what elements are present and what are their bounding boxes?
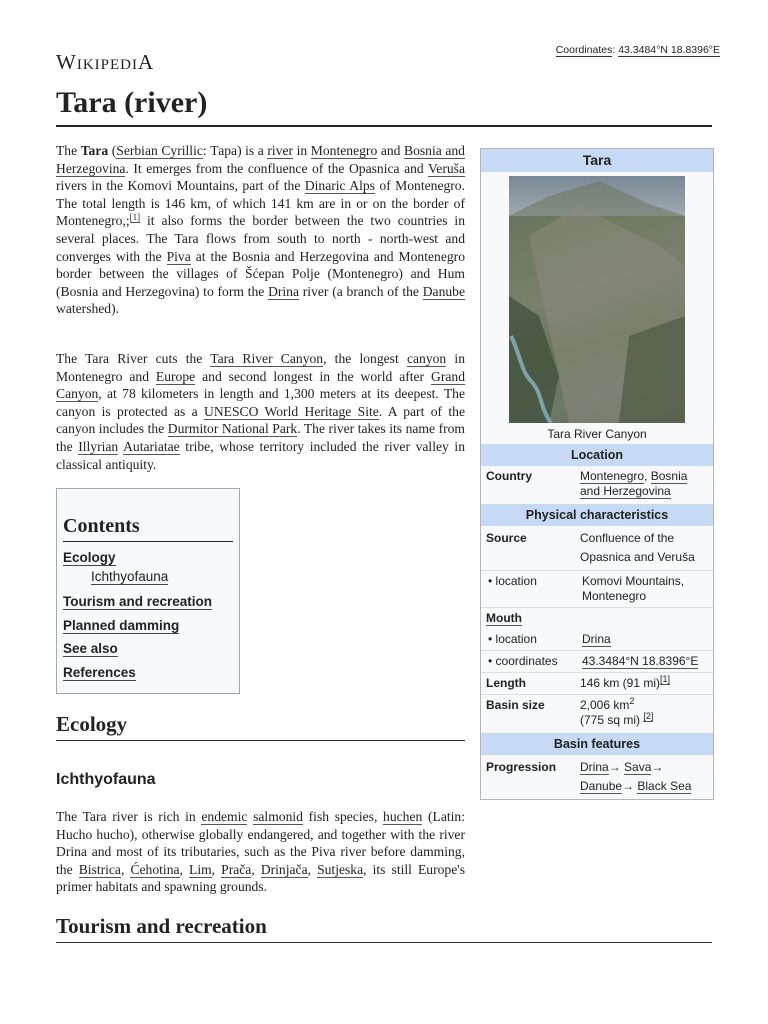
canyon-photo[interactable] bbox=[509, 176, 685, 423]
link-black-sea[interactable]: Black Sea bbox=[637, 779, 692, 793]
row-country: Country Montenegro, Bosnia and Herzegovina bbox=[486, 469, 688, 498]
heading-ichthyofauna: Ichthyofauna bbox=[56, 771, 156, 788]
tourism-divider bbox=[56, 942, 712, 943]
link-lim[interactable]: Lim bbox=[189, 861, 212, 877]
link-drina-ib[interactable]: Drina bbox=[582, 632, 611, 646]
link-durmitor[interactable]: Durmitor National Park bbox=[167, 421, 298, 437]
heading-ecology: Ecology bbox=[56, 712, 128, 736]
coordinates-link[interactable]: 43.3484°N 18.8396°E bbox=[618, 44, 720, 56]
ecology-paragraph-part1: The Tara river is rich in endemic salmonid fish species, huchen (Latin: Hucho hucho), otherwise globally endangered, and together with the river Drina and most of its tributaries, such as the Piva river before damming, the Bistrica, Ćehotina, Lim, Prača, Drinjača, Sutjeska, its still Europe's primer habitats and spawning grounds. bbox=[56, 809, 465, 895]
row-basin: Basin size 2,006 $km^2$ (775 sq mi) [2] bbox=[481, 694, 713, 731]
page-title: Tara (river) bbox=[56, 86, 208, 119]
link-sava[interactable]: Sava bbox=[624, 760, 652, 774]
link-endemic[interactable]: endemic bbox=[201, 809, 248, 824]
link-drina-prog[interactable]: Drina bbox=[580, 760, 609, 774]
toc-item-references[interactable]: References bbox=[63, 665, 136, 680]
intro-paragraph-1: The Tara (Serbian Cyrillic: Тара) is a river in Montenegro and Bosnia and Herzegovina. It emerges from the confluence of the Opasnica and Veruša rivers in the Komovi Mountains, part of the Dinaric Alps of Montenegro. The total length is 146 km, of which 141 km are in or on the border of Montenegro,;[1] it also forms the border between the two countries in several places. The Tara flows from south to north - north-west and converges with the Piva at the Bosnia and Herzegovina and Montenegro border between the villages of Šćepan Polje (Montenegro) and Hum (Bosnia and Herzegovina) to form the Drina river (a branch of the Danube watershed). bbox=[56, 143, 465, 317]
section-physical: Physical characteristics bbox=[481, 504, 713, 526]
row-length: Length 146 km (91 mi)[1] bbox=[481, 672, 713, 694]
coordinates-header: Coordinates: 43.3484°N 18.8396°E bbox=[555, 44, 720, 56]
link-bosnia[interactable]: Bosnia and Herzegovina bbox=[56, 143, 465, 176]
link-drinjaca[interactable]: Drinjača bbox=[260, 861, 308, 877]
table-of-contents bbox=[56, 488, 240, 694]
title-divider bbox=[56, 125, 712, 127]
ref-1[interactable]: [1] bbox=[129, 211, 141, 222]
link-piva[interactable]: Piva bbox=[166, 248, 191, 264]
link-europe[interactable]: Europe bbox=[155, 368, 196, 384]
link-bistrica[interactable]: Bistrica bbox=[78, 861, 121, 877]
link-illyrian[interactable]: Illyrian bbox=[78, 438, 119, 454]
row-mouth-location: • location Drina bbox=[488, 632, 611, 646]
link-verusa[interactable]: Veruša bbox=[428, 160, 465, 176]
infobox bbox=[480, 148, 714, 800]
link-dinaric-alps[interactable]: Dinaric Alps bbox=[304, 178, 375, 194]
row-coordinates: • coordinates 43.3484°N 18.8396°E bbox=[481, 650, 713, 672]
link-river[interactable]: river bbox=[267, 143, 294, 158]
link-canyon[interactable]: canyon bbox=[406, 351, 447, 366]
heading-tourism: Tourism and recreation bbox=[56, 914, 267, 938]
link-drina[interactable]: Drina bbox=[268, 283, 300, 299]
section-basin: Basin features bbox=[481, 733, 713, 755]
toc-title: Contents bbox=[63, 515, 140, 537]
toc-item-see-also[interactable]: See also bbox=[63, 641, 118, 656]
link-unesco[interactable]: UNESCO World Heritage Site bbox=[204, 403, 379, 419]
link-danube-prog[interactable]: Danube bbox=[580, 779, 623, 793]
link-danube[interactable]: Danube bbox=[422, 283, 465, 299]
link-praca[interactable]: Prača bbox=[221, 861, 252, 877]
row-source-location: • location Komovi Mountains, Montenegro bbox=[481, 570, 713, 607]
intro-paragraph-2: The Tara River cuts the Tara River Canyon, the longest canyon in Montenegro and Europe and second longest in the world after Grand Canyon, at 78 kilometers in length and 1,300 meters at its deepest. The canyon is protected as a UNESCO World Heritage Site. A part of the canyon includes the Durmitor National Park. The river takes its name from the Illyrian Autariatae tribe, whose territory included the river valley in classical antiquity. bbox=[56, 351, 465, 472]
link-tara-canyon[interactable]: Tara River Canyon bbox=[210, 351, 324, 366]
ecology-divider bbox=[56, 740, 465, 741]
link-mouth[interactable]: Mouth bbox=[486, 611, 522, 625]
link-autariatae[interactable]: Autariatae bbox=[123, 438, 180, 454]
ref-2-ib[interactable]: [2] bbox=[643, 711, 654, 721]
link-coordinates-ib[interactable]: 43.3484°N 18.8396°E bbox=[582, 654, 699, 668]
coordinates-label-link[interactable]: Coordinates bbox=[555, 44, 613, 56]
link-cehotina[interactable]: Ćehotina bbox=[130, 861, 180, 877]
link-huchen[interactable]: huchen bbox=[383, 809, 423, 824]
link-montenegro-ib[interactable]: Montenegro bbox=[580, 469, 645, 483]
row-progression: Progression Drina→ Sava→ Danube→ Black Sea bbox=[486, 760, 692, 793]
row-source: Source Confluence of the Opasnica and Veruša bbox=[486, 531, 695, 564]
section-location: Location bbox=[481, 444, 713, 466]
toc-item-ecology[interactable]: Ecology bbox=[63, 550, 116, 565]
toc-item-ichthyofauna[interactable]: Ichthyofauna bbox=[91, 569, 169, 584]
photo-caption: Tara River Canyon bbox=[547, 427, 647, 441]
link-serbian-cyrillic[interactable]: Serbian Cyrillic bbox=[116, 143, 203, 158]
ref-1-ib[interactable]: [1] bbox=[660, 674, 671, 684]
wikipedia-logo[interactable]: WikipediA bbox=[56, 50, 155, 74]
row-mouth bbox=[481, 607, 713, 629]
link-bosnia-ib[interactable]: Bosnia and Herzegovina bbox=[580, 469, 688, 498]
link-montenegro[interactable]: Montenegro bbox=[310, 143, 378, 158]
infobox-title: Tara bbox=[481, 149, 713, 172]
toc-item-damming[interactable]: Planned damming bbox=[63, 618, 180, 633]
toc-item-tourism[interactable]: Tourism and recreation bbox=[63, 594, 213, 609]
link-sutjeska[interactable]: Sutjeska bbox=[317, 861, 364, 877]
link-salmonid[interactable]: salmonid bbox=[253, 809, 303, 824]
link-grand-canyon[interactable]: Grand Canyon bbox=[56, 368, 465, 402]
